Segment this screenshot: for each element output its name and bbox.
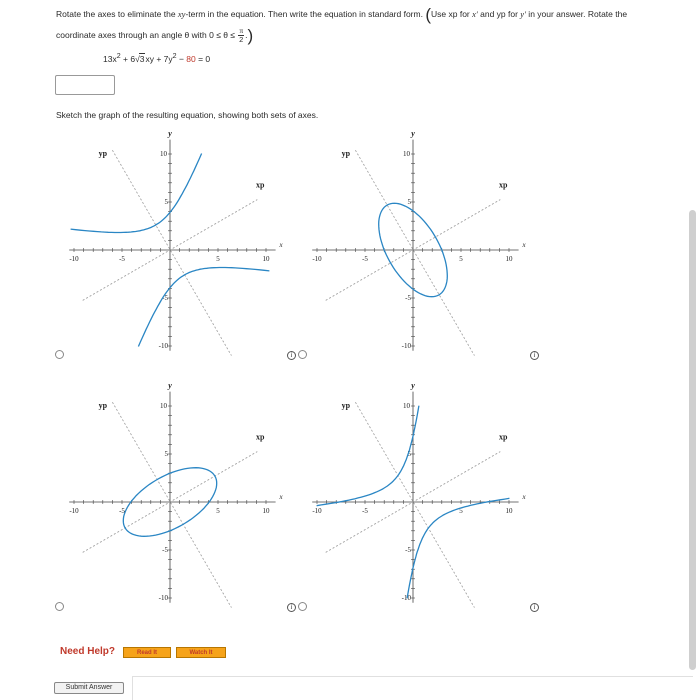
option-d-yp-label: yp: [341, 400, 351, 410]
option-b-y-label: y: [411, 128, 415, 138]
option-d-tick-5: 5: [459, 507, 463, 515]
option-b-xp-label: xp: [499, 180, 508, 190]
option-d-xp-label: xp: [499, 432, 508, 442]
info-icon-c[interactable]: i: [287, 603, 296, 612]
option-a-ytick-m5: -5: [162, 294, 168, 302]
option-a-tick-10: 10: [262, 255, 270, 263]
option-a-ytick-10: 10: [160, 150, 167, 158]
option-b-tick-m5: -5: [362, 255, 368, 263]
option-d-tick-10: 10: [505, 507, 513, 515]
info-icon-b[interactable]: i: [530, 351, 539, 360]
option-b-ytick-10: 10: [403, 150, 410, 158]
option-c-xp-label: xp: [256, 432, 265, 442]
option-b-tick-5: 5: [459, 255, 463, 263]
option-c-yp-axis: [112, 402, 231, 607]
option-d-tick-m5: -5: [362, 507, 368, 515]
option-c-tick-m10: -10: [69, 507, 79, 515]
option-a-curve-branch-1: [71, 154, 202, 233]
option-d-ytick-m10: -10: [401, 594, 411, 602]
option-b-x-label: x: [522, 241, 526, 249]
option-d-curve-branch-2: [407, 498, 509, 598]
option-a-tick-5: 5: [216, 255, 220, 263]
option-c-ytick-10: 10: [160, 402, 167, 410]
option-d-yp-axis: [355, 402, 474, 607]
option-a-tick-m5: -5: [119, 255, 125, 263]
option-b-ytick-m5: -5: [405, 294, 411, 302]
option-c-x-label: x: [279, 493, 283, 501]
option-d-ytick-10: 10: [403, 402, 410, 410]
option-c-y-label: y: [168, 380, 172, 390]
option-a-ytick-5: 5: [164, 198, 168, 206]
option-a-yp-axis: [112, 150, 231, 355]
scrollbar[interactable]: [689, 210, 696, 670]
option-b-ytick-m10: -10: [401, 342, 411, 350]
option-a-ytick-m10: -10: [158, 342, 168, 350]
option-a-yp-label: yp: [98, 148, 108, 158]
watch-it-button[interactable]: Watch It: [176, 647, 226, 658]
sketch-prompt: Sketch the graph of the resulting equation, showing both sets of axes.: [56, 110, 319, 120]
question-text: Rotate the axes to eliminate the xy-term in the equation. Then write the equation in standard form. (Use xp for x′ and yp for y′ in your answer. Rotate the coordinate axes through an angle θ with 0 ≤ θ ≤ $\frac{\pi}{2}$ .): [56, 5, 628, 45]
pi-over-2-fraction: $\frac{\pi}{2}$: [239, 26, 244, 45]
option-c-tick-m5: -5: [119, 507, 125, 515]
option-d-curve-branch-1: [317, 406, 419, 506]
info-icon-d[interactable]: i: [530, 603, 539, 612]
option-a-y-label: y: [168, 128, 172, 138]
footer-panel: [132, 676, 693, 700]
option-a-tick-m10: -10: [69, 255, 79, 263]
option-d-ytick-m5: -5: [405, 546, 411, 554]
option-d-y-label: y: [411, 380, 415, 390]
option-c-ytick-5: 5: [164, 450, 168, 458]
option-a-x-label: x: [279, 241, 283, 249]
option-d-tick-m10: -10: [312, 507, 322, 515]
equation: $13x^2 + 6√3xy + 7y^2 - 80 = 0$: [103, 52, 211, 64]
option-c-tick-10: 10: [262, 507, 270, 515]
option-a-xp-label: xp: [256, 180, 265, 190]
option-c-ytick-m10: -10: [158, 594, 168, 602]
option-d-radio[interactable]: [298, 602, 307, 611]
option-a-radio[interactable]: [55, 350, 64, 359]
option-c-yp-label: yp: [98, 400, 108, 410]
option-b-ytick-5: 5: [407, 198, 411, 206]
option-a-curve-branch-2: [138, 268, 269, 347]
option-d-x-label: x: [522, 493, 526, 501]
option-b-yp-label: yp: [341, 148, 351, 158]
option-b-radio[interactable]: [298, 350, 307, 359]
info-icon-a[interactable]: i: [287, 351, 296, 360]
option-c-ytick-m5: -5: [162, 546, 168, 554]
option-c-radio[interactable]: [55, 602, 64, 611]
need-help-label: Need Help?: [60, 646, 116, 657]
option-b-yp-axis: [355, 150, 474, 355]
read-it-button[interactable]: Read It: [123, 647, 171, 658]
option-d-ytick-5: 5: [407, 450, 411, 458]
option-c-tick-5: 5: [216, 507, 220, 515]
option-b-tick-10: 10: [505, 255, 513, 263]
option-b-tick-m10: -10: [312, 255, 322, 263]
submit-answer-button[interactable]: Submit Answer: [54, 682, 124, 694]
